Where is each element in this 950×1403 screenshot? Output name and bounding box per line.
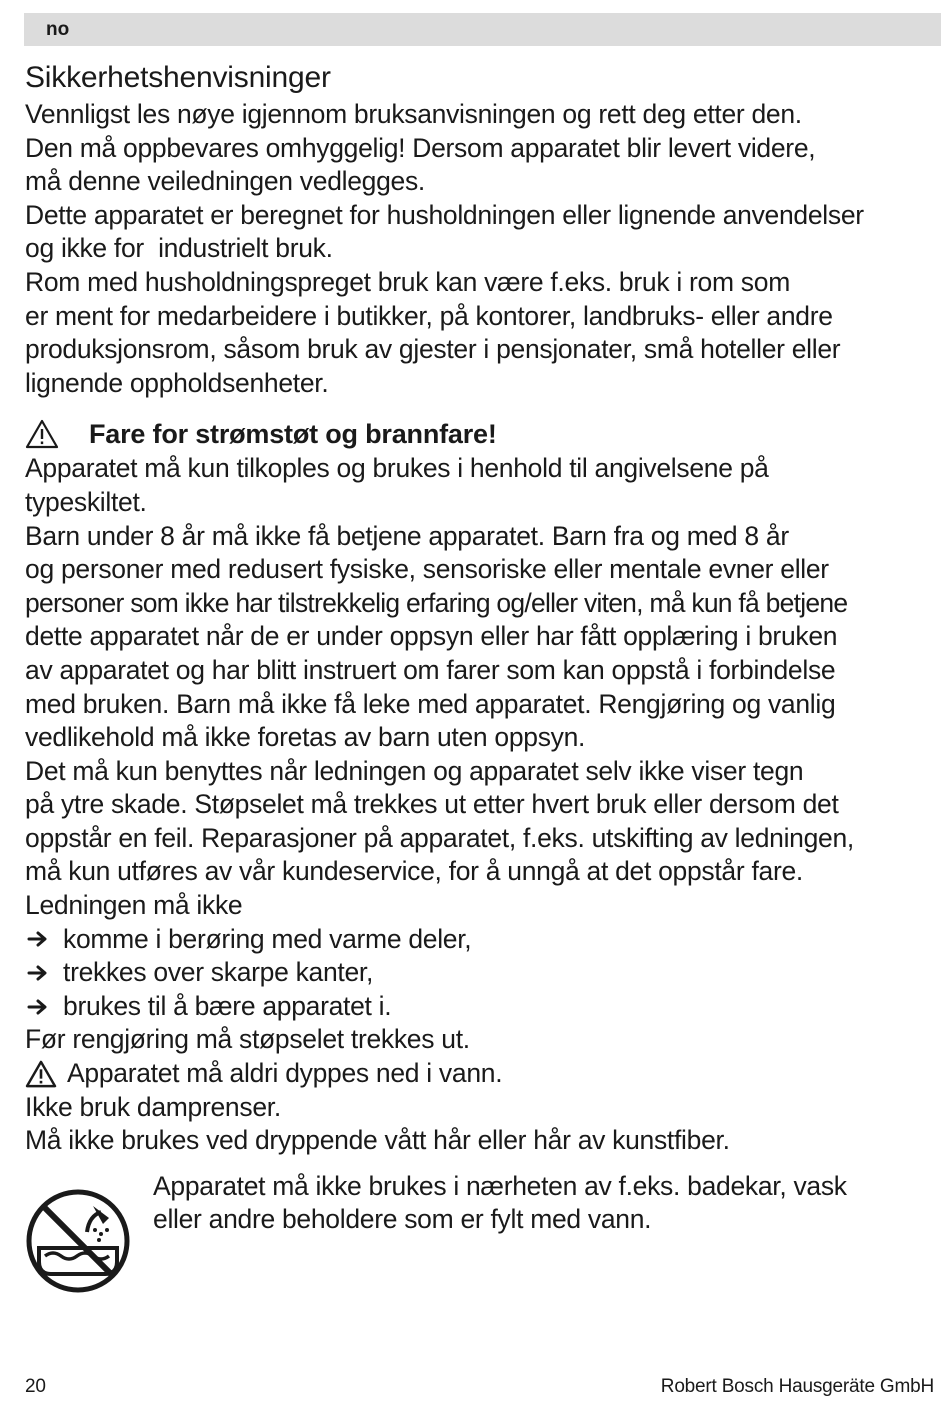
bath-note [131,1170,847,1294]
intro-line: Den må oppbevares omhyggelig! Dersom apparatet blir levert videre, [25,132,816,163]
intro-line: lignende oppholdsenheter. [25,367,329,398]
arrow-right-icon [27,997,51,1017]
body-line: med bruken. Barn må ikke få leke med apparatet. Rengjøring og vanlig [25,688,836,719]
water-warning [25,1057,940,1091]
list-item [25,990,940,1024]
body-line: dette apparatet når de er under oppsyn eller har fått opplæring i bruken [25,621,838,652]
steam-note: Ikke bruk damprenser. [25,1091,281,1122]
warning-heading [25,416,940,452]
warning-heading-text: Fare for strømstøt og brannfare! [89,418,497,449]
body-line: oppstår en feil. Reparasjoner på apparatet, f.eks. utskifting av ledningen, [25,822,854,853]
intro-line: må denne veiledningen vedlegges. [25,166,425,197]
list-item-text: komme i berøring med varme deler, [63,923,472,954]
language-bar [24,13,941,46]
warning-triangle-icon [25,419,59,449]
cord-list [25,923,940,1024]
unplug-note: Før rengjøring må støpselet trekkes ut. [25,1024,470,1055]
body-line: typeskiltet. [25,486,147,517]
intro-section [25,98,940,400]
body-line: må kun utføres av vår kundeservice, for å unngå at det oppstår fare. [25,856,803,887]
intro-line: og ikke for industrielt bruk. [25,233,333,264]
bath-note-line: Apparatet må ikke brukes i nærheten av f.eks. badekar, vask [153,1170,847,1201]
body-line: Barn under 8 år må ikke få betjene apparatet. Barn fra og med 8 år [25,520,789,551]
body-line: Apparatet må kun tilkoples og brukes i henhold til angivelsene på [25,453,769,484]
body-line: vedlikehold må ikke foretas av barn uten oppsyn. [25,722,586,753]
warning-triangle-icon [25,1060,57,1088]
intro-line: Rom med husholdningspreget bruk kan være f.eks. bruk i rom som [25,266,790,297]
language-code: no [46,19,70,40]
intro-line: produksjonsrom, såsom bruk av gjester i pensjonater, små hoteller eller [25,334,841,365]
body-line: personer som ikke har tilstrekkelig erfaring og/eller viten, må kun få betjene [25,587,848,618]
intro-line: er ment for medarbeidere i butikker, på kontorer, landbruks- eller andre [25,300,833,331]
intro-line: Dette apparatet er beregnet for husholdningen eller lignende anvendelser [25,199,864,230]
body-line: av apparatet og har blitt instruert om farer som kan oppstå i forbindelse [25,654,836,685]
page-content [25,58,940,1294]
list-item-text: trekkes over skarpe kanter, [63,957,374,988]
list-item [25,923,940,957]
water-warning-text: Apparatet må aldri dyppes ned i vann. [67,1058,503,1089]
list-item [25,956,940,990]
list-item-text: brukes til å bære apparatet i. [63,990,392,1021]
body-line: på ytre skade. Støpselet må trekkes ut etter hvert bruk eller dersom det [25,789,839,820]
safety-body [25,452,940,922]
body-line: Ledningen må ikke [25,890,243,921]
company-name: Robert Bosch Hausgeräte GmbH [660,1376,934,1397]
arrow-right-icon [27,929,51,949]
no-shower-bath-icon [25,1188,131,1294]
body-line: Det må kun benyttes når ledningen og apparatet selv ikke viser tegn [25,755,804,786]
bath-warning [25,1170,940,1294]
body-line: og personer med redusert fysiske, sensoriske eller mentale evner eller [25,554,829,585]
page-number: 20 [25,1376,46,1397]
bath-note-line: eller andre beholdere som er fylt med vann. [153,1204,652,1235]
intro-line: Vennligst les nøye igjennom bruksanvisningen og rett deg etter den. [25,99,802,129]
hair-note: Må ikke brukes ved dryppende vått hår eller hår av kunstfiber. [25,1125,730,1156]
arrow-right-icon [27,963,51,983]
page-title: Sikkerhetshenvisninger [25,61,331,94]
